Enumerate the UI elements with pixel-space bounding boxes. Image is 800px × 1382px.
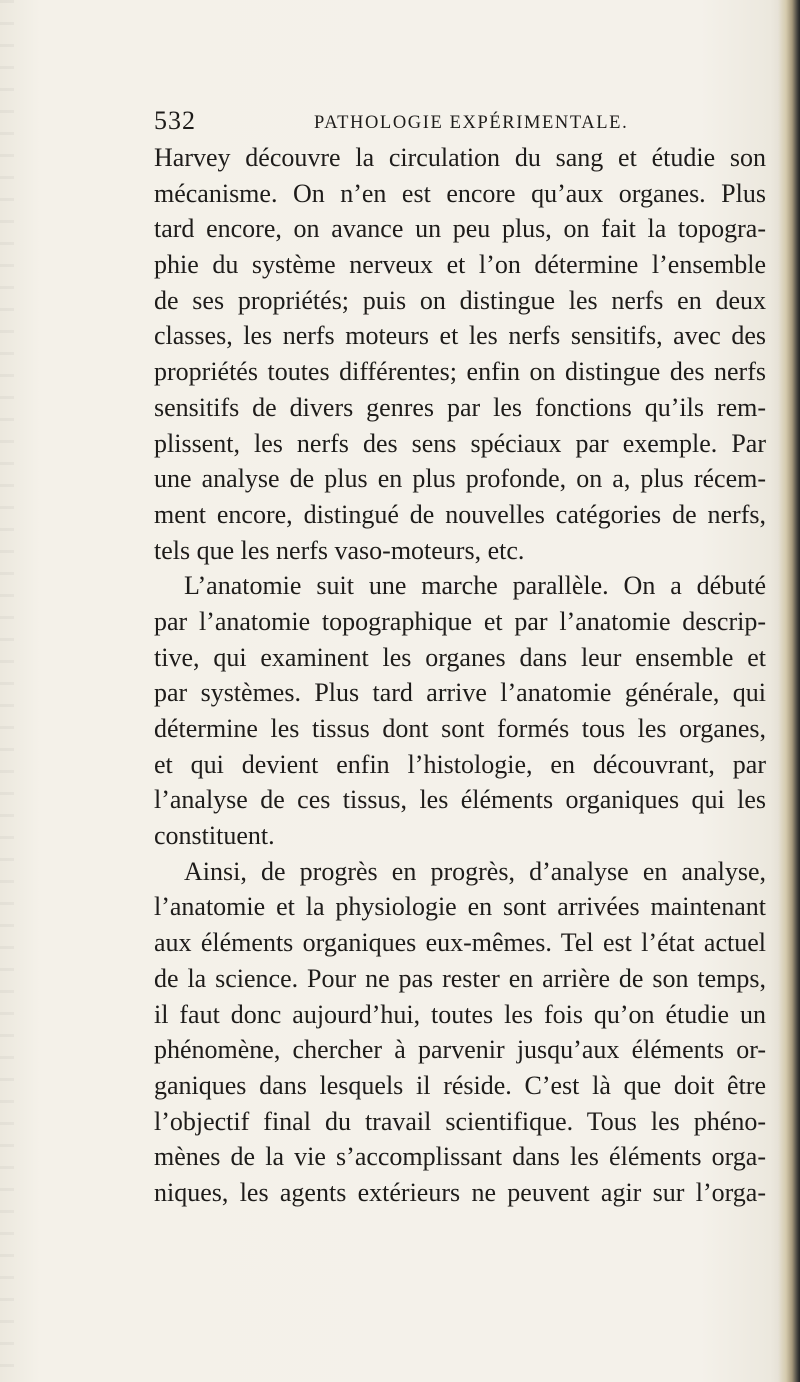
text-line: classes, les nerfs moteurs et les nerfs sensitifs, avec des [154, 321, 766, 351]
text-line: propriétés toutes différentes; enfin on distingue des nerfs [154, 357, 766, 387]
text-line: constituent. [154, 821, 275, 851]
page-number: 532 [154, 106, 196, 135]
text-line: Harvey découvre la circulation du sang et étudie son [154, 143, 766, 172]
scan-left-margin [0, 0, 14, 1382]
text-line: aux éléments organiques eux-mêmes. Tel est l’état actuel [154, 928, 766, 958]
text-line: plissent, les nerfs des sens spéciaux par exemple. Par [154, 428, 766, 458]
text-line: niques, les agents extérieurs ne peuvent agir sur l’orga- [154, 1177, 766, 1207]
text-line: l’objectif final du travail scientifique. Tous les phéno- [154, 1106, 766, 1136]
text-line: l’anatomie et la physiologie en sont arrivées maintenant [154, 892, 766, 922]
scan-right-edge [778, 0, 800, 1382]
running-head: PATHOLOGIE EXPÉRIMENTALE. [314, 113, 629, 133]
text-line: une analyse de plus en plus profonde, on a, plus récem- [154, 464, 766, 494]
text-line: de la science. Pour ne pas rester en arrière de son temps, [154, 963, 766, 993]
text-line: ment encore, distingué de nouvelles catégories de nerfs, [154, 499, 766, 529]
text-line: il faut donc aujourd’hui, toutes les fois qu’on étudie un [154, 999, 766, 1029]
text-line: Ainsi, de progrès en progrès, d’analyse en analyse, [184, 856, 766, 886]
text-line: détermine les tissus dont sont formés tous les organes, [154, 714, 766, 743]
text-line: l’analyse de ces tissus, les éléments organiques qui les [154, 785, 766, 815]
text-line: phénomène, chercher à parvenir jusqu’aux éléments or- [154, 1035, 766, 1065]
text-line: mécanisme. On n’en est encore qu’aux organes. Plus [154, 178, 766, 208]
body-text [154, 140, 766, 1211]
text-line: et qui devient enfin l’histologie, en découvrant, par [154, 749, 766, 779]
text-line: de ses propriétés; puis on distingue les nerfs en deux [154, 285, 766, 315]
text-line: ganiques dans lesquels il réside. C’est là que doit être [154, 1070, 766, 1100]
text-line: tive, qui examinent les organes dans leur ensemble et [154, 642, 766, 672]
text-line: phie du système nerveux et l’on détermine l’ensemble [154, 250, 766, 280]
text-line: sensitifs de divers genres par les fonctions qu’ils rem- [154, 392, 766, 422]
text-line: tard encore, on avance un peu plus, on fait la topogra- [154, 214, 766, 244]
text-line: mènes de la vie s’accomplissant dans les éléments orga- [154, 1142, 766, 1172]
page-header [154, 101, 680, 141]
text-line: L’anatomie suit une marche parallèle. On a débuté [184, 571, 766, 601]
text-line: par systèmes. Plus tard arrive l’anatomie générale, qui [154, 678, 766, 708]
text-line: par l’anatomie topographique et par l’anatomie descrip- [154, 606, 766, 636]
text-line: tels que les nerfs vaso-moteurs, etc. [154, 535, 525, 565]
